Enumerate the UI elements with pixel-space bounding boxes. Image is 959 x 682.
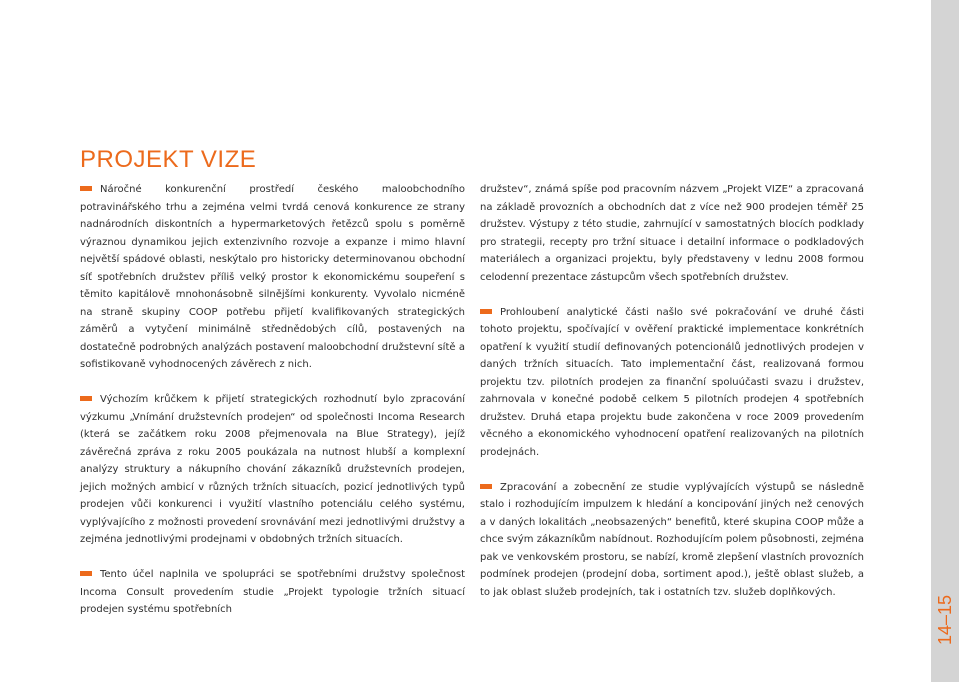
paragraph xyxy=(80,566,465,619)
orange-bullet-icon xyxy=(480,309,492,314)
orange-bullet-icon xyxy=(80,186,92,191)
paragraph xyxy=(480,304,864,462)
page-number: 14–15 xyxy=(934,594,955,646)
paragraph xyxy=(80,391,465,549)
paragraph-text: Výchozím krůčkem k přijetí strategických rozhodnutí bylo zpracování výzkumu „Vnímání družstevních prodejen“ od společnosti Incoma Research (která se začátkem roku 2008 přejmenovala na Blue Strategy), jejíž závěrečná zpráva z roku 2005 poukázala na nutnost hlubší a komplexní analýzy struktury a nákupního chování zákazníků družstevních prodejen, jejich možných ambicí v různých tržních situacích, pozicí jednotlivých typů prodejen vůči konkurenci i využití vlastního potenciálu celého systému, vyplývajícího z možnosti provedení srovnávání mezi jednotlivými družstvy a zejména jednotlivými prodejnami v obdobných tržních situacích. xyxy=(80,394,465,545)
orange-bullet-icon xyxy=(80,571,92,576)
paragraph xyxy=(80,181,465,374)
page-edge-band xyxy=(931,0,959,682)
paragraph-text: Náročné konkurenční prostředí českého maloobchodního potravinářského trhu a zejména velmi tvrdá cenová konkurence ze strany nadnárodních diskontních a hypermarketových řetězců spolu s poměrně výraznou dynamikou jejich extenzivního rozvoje a expanze i mimo hlavní největší spádové oblasti, neskýtalo pro historicky determinovanou obchodní síť spotřebních družstev příliš velký prostor k ekonomickému soupeření s těmito kapitálově mnohonásobně silnějšími konkurenty. Vyvolalo nicméně na straně skupiny COOP potřebu přijetí kvalifikovaných strategických záměrů a vytyčení minimálně střednědobých cílů, postavených na dostatečně podrobných analýzách postavení maloobchodní družstevní sítě a sofistikovaně vyhodnocených závěrech z nich. xyxy=(80,184,465,370)
page-title: PROJEKT VIZE xyxy=(80,146,257,173)
paragraph-text: Zpracování a zobecnění ze studie vyplývajících výstupů se následně stalo i rozhodujícím impulzem k hledání a koncipování jiných než cenových a v daných lokalitách „neobsazených“ benefitů, které skupina COOP může a chce svým zákazníkům nabídnout. Rozhodujícím polem působnosti, zejména pak ve venkovském prostoru, se nabízí, kromě zlepšení vlastních provozních podmínek prodejen (prodejní doba, sortiment apod.), ještě oblast služeb, a to jak oblast služeb prodejních, tak i ostatních tzv. služeb doplňkových. xyxy=(480,481,864,598)
paragraph-text: Prohloubení analytické části našlo své pokračování ve druhé části tohoto projektu, spočívající v ověření praktické implementace konkrétních opatření k využití studií definovaných potencionálů jednotlivých prodejen v daných tržních situacích. Tato implementační část, realizovaná formou projektu tzv. pilotních prodejen za finanční spoluúčasti svazu i družstev, zahrnovala v konečné podobě celkem 5 pilotních prodejen 4 spotřebních družstev. Druhá etapa projektu bude zakončena v roce 2009 provedením věcného a ekonomického vyhodnocení opatření realizovaných na pilotních prodejnách. xyxy=(480,306,864,458)
paragraph xyxy=(480,479,864,602)
paragraph-text: Tento účel naplnila ve spolupráci se spotřebními družstvy společnost Incoma Consult provedením studie „Projekt typologie tržních situací prodejen systému spotřebních xyxy=(80,569,465,615)
orange-bullet-icon xyxy=(480,484,492,489)
orange-bullet-icon xyxy=(80,396,92,401)
right-column xyxy=(480,181,864,619)
paragraph-text: družstev“, známá spíše pod pracovním názvem „Projekt VIZE“ a zpracovaná na základě provozních a obchodních dat z více než 900 prodejen téměř 25 družstev. Výstupy z této studie, zahrnující v samostatných blocích podklady pro strategii, recepty pro tržní situace i detailní informace o podkladových materiálech a organizaci projektu, byly představeny v lednu 2008 formou celodenní prezentace zástupcům všech spotřebních družstev. xyxy=(480,184,864,283)
paragraph xyxy=(480,181,864,286)
left-column xyxy=(80,181,465,636)
